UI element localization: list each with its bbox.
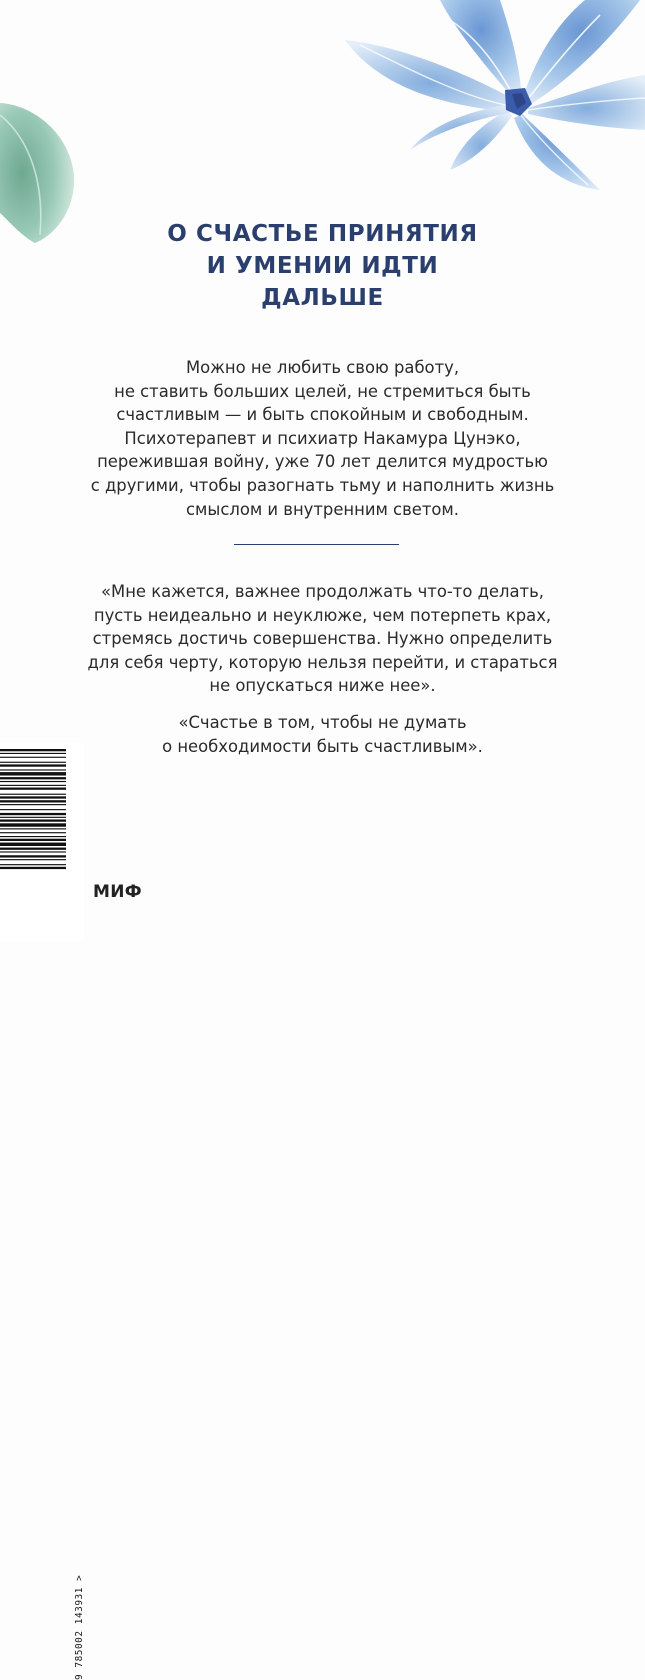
description-line: пережившая войну, уже 70 лет делится мудростью — [97, 452, 548, 472]
barcode-bar — [0, 796, 66, 798]
barcode-bar — [0, 772, 66, 775]
barcode-bar — [0, 843, 66, 846]
heading-line-2: И УМЕНИИ ИДТИ — [206, 253, 439, 279]
quote-line: «Мне кажется, важнее продолжать что-то делать, — [101, 582, 544, 601]
barcode-bar — [0, 867, 66, 869]
description-line: смыслом и внутренним светом. — [186, 499, 459, 519]
description-line: с другими, чтобы разогнать тьму и наполнить жизнь — [90, 475, 555, 495]
description-line: Психотерапевт и психиатр Накамура Цунэко, — [124, 428, 521, 448]
barcode-bar — [0, 832, 66, 833]
barcode-bar — [0, 804, 66, 805]
barcode-bar — [0, 788, 66, 790]
description-line: Можно не любить свою работу, — [185, 358, 460, 377]
barcode-bar — [0, 836, 66, 837]
quote-2 — [0, 711, 645, 758]
publisher-logo: МИФ — [93, 882, 142, 902]
barcode-bar — [0, 777, 66, 779]
quote-line: стремясь достичь совершенства. Нужно определить — [92, 629, 553, 649]
barcode-bar — [0, 800, 66, 802]
isbn-number: 9 785002 143931 > — [74, 1574, 85, 1680]
quote-line: для себя черту, которую нельзя перейти, и стараться — [87, 652, 558, 672]
description-line: счастливым — и быть спокойным и свободным. — [116, 405, 529, 425]
barcode-bar — [0, 762, 66, 763]
flower-illustration — [300, 0, 645, 195]
isbn-barcode — [0, 743, 85, 1680]
book-heading — [0, 218, 645, 314]
description-line: не ставить больших целей, не стремиться быть — [114, 381, 531, 401]
barcode-bar — [0, 817, 66, 818]
barcode-bar — [0, 813, 66, 815]
heading-line-1: О СЧАСТЬЕ ПРИНЯТИЯ — [167, 221, 478, 247]
book-description — [0, 356, 645, 521]
barcode-bar — [0, 794, 66, 795]
barcode-bar — [0, 753, 66, 754]
barcode-bar — [0, 859, 66, 860]
barcode-bar — [0, 864, 66, 865]
quote-line: о необходимости быть счастливым». — [162, 736, 483, 756]
barcode-bar — [0, 769, 66, 770]
barcode-bar — [0, 855, 66, 857]
barcode-bar — [0, 839, 66, 841]
barcode-bar — [0, 828, 66, 829]
barcode-bar — [0, 819, 66, 821]
divider-line — [234, 544, 399, 545]
heading-line-3: ДАЛЬШЕ — [261, 285, 384, 311]
quote-line: не опускаться ниже нее». — [209, 676, 436, 696]
barcode-bar — [0, 781, 66, 782]
barcode-bar — [0, 757, 66, 758]
quote-line: пусть неидеально и неуклюже, чем потерпеть крах, — [93, 605, 552, 625]
quote-1 — [0, 580, 645, 698]
barcode-bar — [0, 851, 66, 852]
barcode-bar — [0, 848, 66, 850]
barcode-bars — [0, 743, 84, 941]
barcode-bar — [0, 749, 66, 751]
quote-line: «Счастье в том, чтобы не думать — [178, 713, 467, 732]
barcode-bar — [0, 823, 66, 826]
barcode-bar — [0, 809, 66, 810]
barcode-bar — [0, 785, 66, 786]
barcode-bar — [0, 764, 66, 766]
